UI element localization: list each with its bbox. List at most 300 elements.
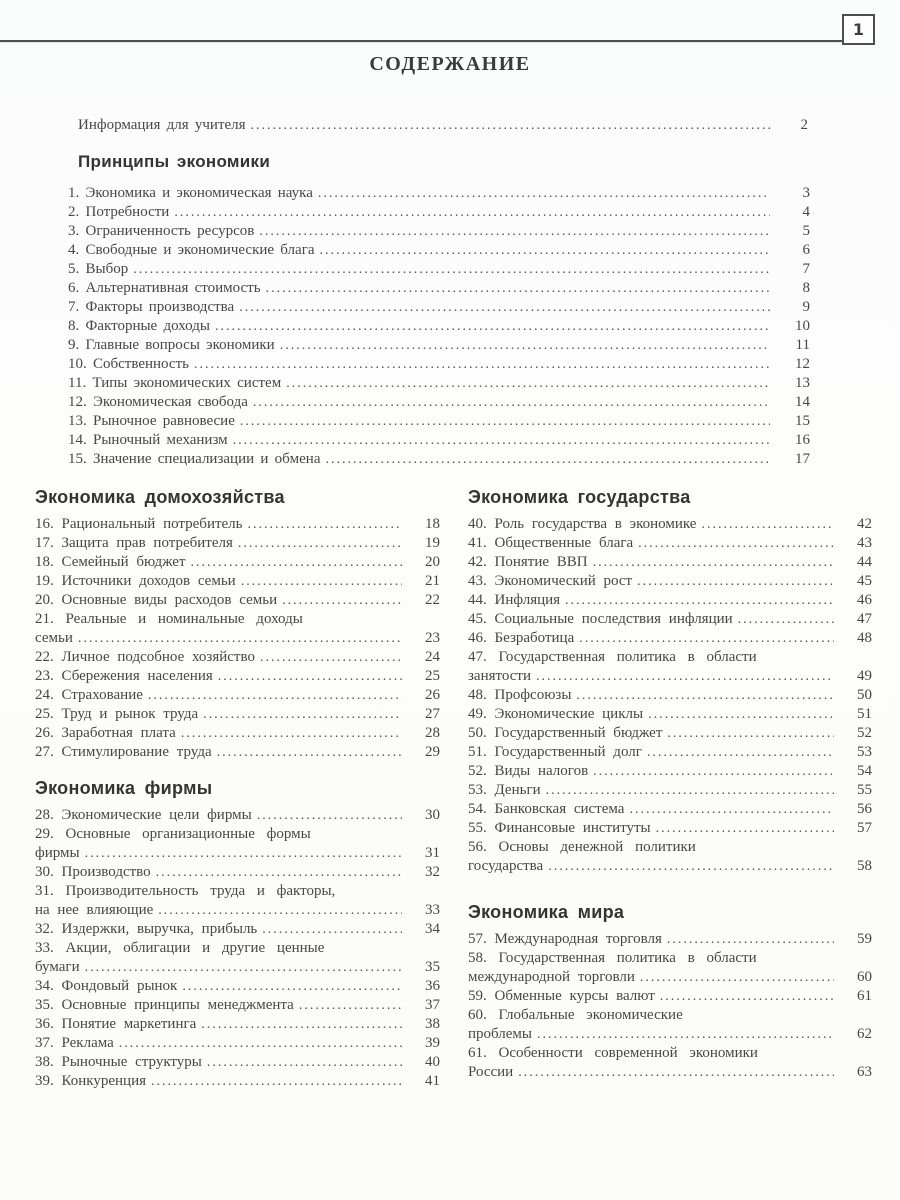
toc-entry	[68, 222, 810, 241]
dot-leader	[299, 996, 402, 1015]
toc-entry	[68, 279, 810, 298]
dot-leader	[181, 724, 402, 743]
entry-text-wrap	[468, 762, 588, 781]
entry-title: Типы экономических систем	[92, 375, 282, 391]
right-column	[468, 487, 872, 1091]
entry-text-wrap	[468, 724, 662, 743]
page-number: 1	[852, 20, 865, 39]
entry-number: 32.	[35, 921, 54, 937]
entry-number: 11.	[68, 375, 87, 391]
dot-leader	[257, 806, 402, 825]
entry-text-wrap	[35, 667, 213, 686]
entry-title: Экономические цели фирмы	[61, 807, 252, 823]
dot-leader	[156, 863, 402, 882]
entry-title: Защита прав потребителя	[61, 535, 233, 551]
entry-page-number: 46	[857, 592, 872, 608]
entry-title: Экономический рост	[494, 573, 633, 589]
entry-continuation: проблемы	[468, 1026, 532, 1042]
entry-number: 9.	[68, 337, 80, 353]
dot-leader	[151, 1072, 402, 1091]
entry-number: 27.	[35, 744, 54, 760]
entry-page-number: 23	[425, 630, 440, 646]
toc-entry	[468, 629, 872, 648]
entry-page-number: 11	[795, 337, 810, 353]
toc-section	[35, 778, 440, 1091]
entry-title: Рыночное равновесие	[93, 413, 235, 429]
dot-leader	[325, 450, 770, 469]
entry-page-number: 8	[802, 280, 810, 296]
entry-number: 23.	[35, 668, 54, 684]
entry-title: Личное подсобное хозяйство	[61, 649, 255, 665]
toc-entry	[468, 781, 872, 800]
toc-entry	[468, 1006, 872, 1044]
entry-number: 52.	[468, 763, 487, 779]
toc-section	[468, 902, 872, 1082]
entry-title: Рыночные структуры	[61, 1054, 202, 1070]
dot-leader	[260, 648, 402, 667]
entry-page-number: 45	[857, 573, 872, 589]
entry-text-wrap	[468, 781, 541, 800]
dot-leader	[537, 1025, 834, 1044]
entry-number: 5.	[68, 261, 80, 277]
entry-continuation: бумаги	[35, 959, 80, 975]
entry-line2	[35, 901, 440, 920]
entry-title: Собственность	[93, 356, 189, 372]
entry-page-number: 44	[857, 554, 872, 570]
dot-leader	[182, 977, 402, 996]
toc-entry	[68, 374, 810, 393]
toc-entry	[468, 534, 872, 553]
entry-number: 26.	[35, 725, 54, 741]
entry-text-wrap	[35, 648, 255, 667]
entry-number: 42.	[468, 554, 487, 570]
dot-leader	[248, 515, 402, 534]
entry-title: Государственный долг	[494, 744, 642, 760]
entry-text-wrap	[468, 610, 733, 629]
entry-page-number: 36	[425, 978, 440, 994]
entry-page-number: 13	[795, 375, 810, 391]
toc-entry	[35, 667, 440, 686]
entry-continuation-wrap	[35, 629, 73, 648]
entry-number: 43.	[468, 573, 487, 589]
entry-title: Факторы производства	[85, 299, 235, 315]
entry-title: Источники доходов семьи	[61, 573, 236, 589]
dot-leader	[667, 724, 834, 743]
entry-number: 25.	[35, 706, 54, 722]
entry-title: Основные принципы менеджмента	[61, 997, 294, 1013]
entry-title: Особенности современной экономики	[498, 1045, 758, 1061]
toc-entry	[468, 1044, 872, 1082]
entry-line2	[35, 844, 440, 863]
dot-leader	[259, 222, 770, 241]
entry-title: Государственная политика в области	[498, 649, 757, 665]
toc-entry	[468, 591, 872, 610]
entry-continuation-wrap	[468, 1025, 532, 1044]
dot-leader	[548, 857, 834, 876]
toc-entry	[468, 838, 872, 876]
entry-page-number: 62	[857, 1026, 872, 1042]
toc-entry	[468, 819, 872, 838]
entry-title: Ограниченность ресурсов	[85, 223, 255, 239]
entry-page-number: 24	[425, 649, 440, 665]
entry-title: Государственная политика в области	[498, 950, 757, 966]
entry-text-wrap	[68, 298, 234, 317]
entry-page-number: 33	[425, 902, 440, 918]
entry-text-wrap	[68, 203, 169, 222]
entry-text-wrap	[35, 863, 151, 882]
entry-text-wrap	[35, 572, 236, 591]
toc-entry	[468, 987, 872, 1006]
entry-text-wrap	[68, 222, 254, 241]
entry-title: Семейный бюджет	[61, 554, 186, 570]
entry-text-wrap	[68, 431, 228, 450]
entry-number: 47.	[468, 649, 487, 665]
entry-number: 30.	[35, 864, 54, 880]
entry-title: Рыночный механизм	[93, 432, 228, 448]
dot-leader	[536, 667, 834, 686]
dot-leader	[158, 901, 402, 920]
toc-entry	[35, 534, 440, 553]
dot-leader	[280, 336, 770, 355]
entry-line1	[468, 949, 872, 968]
entry-text-wrap	[468, 591, 560, 610]
dot-leader	[217, 743, 402, 762]
entry-page-number: 61	[857, 988, 872, 1004]
toc-entry	[35, 920, 440, 939]
toc-entry	[35, 1053, 440, 1072]
entry-title: Сбережения населения	[61, 668, 213, 684]
entry-number: 16.	[35, 516, 54, 532]
entry-page-number: 7	[802, 261, 810, 277]
entry-number: 20.	[35, 592, 54, 608]
dot-leader	[667, 930, 834, 949]
entry-title: Труд и рынок труда	[61, 706, 199, 722]
entry-page-number: 12	[795, 356, 810, 372]
entry-number: 21.	[35, 611, 54, 627]
entry-number: 34.	[35, 978, 54, 994]
entry-text-wrap	[468, 800, 624, 819]
entry-text-wrap	[35, 1034, 114, 1053]
entry-continuation-wrap	[468, 857, 543, 876]
entry-continuation: занятости	[468, 668, 531, 684]
entry-title: Профсоюзы	[494, 687, 572, 703]
entry-text-wrap	[468, 534, 633, 553]
entry-line2	[468, 667, 872, 686]
dot-leader	[660, 987, 834, 1006]
dot-leader	[647, 743, 834, 762]
toc-entry	[468, 686, 872, 705]
dot-leader	[238, 534, 402, 553]
entry-title: Информация для учителя	[78, 117, 246, 133]
entry-text-wrap	[35, 1072, 146, 1091]
entry-text-wrap	[35, 920, 257, 939]
dot-leader	[738, 610, 834, 629]
entry-number: 45.	[468, 611, 487, 627]
dot-leader	[119, 1034, 402, 1053]
toc-entry	[68, 203, 810, 222]
entry-continuation: фирмы	[35, 845, 80, 861]
entry-number: 15.	[68, 451, 87, 467]
entry-title: Потребности	[85, 204, 170, 220]
entry-line1	[35, 825, 440, 844]
toc-entry	[68, 393, 810, 412]
entry-number: 37.	[35, 1035, 54, 1051]
entry-number: 50.	[468, 725, 487, 741]
entry-number: 33.	[35, 940, 54, 956]
entry-number: 56.	[468, 839, 487, 855]
dot-leader	[240, 412, 770, 431]
dot-leader	[148, 686, 402, 705]
entry-text-wrap	[35, 705, 198, 724]
entry-number: 17.	[35, 535, 54, 551]
toc-entry	[68, 241, 810, 260]
entry-line2	[35, 958, 440, 977]
top-section-area	[68, 152, 810, 469]
entry-title: Обменные курсы валют	[494, 988, 655, 1004]
toc-entry	[35, 882, 440, 920]
entry-line2	[468, 1063, 872, 1082]
entry-page-number: 57	[857, 820, 872, 836]
entry-page-number: 29	[425, 744, 440, 760]
entry-title: Выбор	[85, 261, 129, 277]
entry-text-wrap	[35, 1053, 202, 1072]
entry-continuation-wrap	[468, 968, 635, 987]
entry-title: Основные организационные формы	[65, 826, 311, 842]
entry-number: 7.	[68, 299, 80, 315]
entry-page-number: 48	[857, 630, 872, 646]
entry-page-number: 9	[802, 299, 810, 315]
toc-entry	[468, 949, 872, 987]
entry-continuation-wrap	[35, 901, 153, 920]
entry-text-wrap	[468, 705, 643, 724]
entry-text-wrap	[468, 987, 655, 1006]
entry-page-number: 43	[857, 535, 872, 551]
entry-page-number: 54	[857, 763, 872, 779]
entry-text-wrap	[68, 260, 128, 279]
entry-text-wrap	[468, 930, 662, 949]
toc-entry	[468, 572, 872, 591]
entry-line2	[35, 629, 440, 648]
toc-entry	[35, 553, 440, 572]
dot-leader	[648, 705, 834, 724]
entry-title: Издержки, выручка, прибыль	[61, 921, 258, 937]
dot-leader	[629, 800, 834, 819]
entry-title: Банковская система	[494, 801, 625, 817]
entry-number: 53.	[468, 782, 487, 798]
entry-number: 51.	[468, 744, 487, 760]
entry-page-number: 47	[857, 611, 872, 627]
dot-leader	[253, 393, 770, 412]
toc-entry	[68, 184, 810, 203]
section-heading: Экономика домохозяйства	[35, 487, 285, 507]
entry-number: 54.	[468, 801, 487, 817]
toc-entry	[35, 825, 440, 863]
entry-text-wrap	[35, 534, 233, 553]
entry-page-number: 59	[857, 931, 872, 947]
entry-title: Общественные блага	[494, 535, 634, 551]
entry-continuation-wrap	[468, 1063, 513, 1082]
entry-text-wrap	[68, 355, 189, 374]
entry-title: Виды налогов	[494, 763, 589, 779]
dot-leader	[286, 374, 770, 393]
entry-number: 60.	[468, 1007, 487, 1023]
entry-page-number: 55	[857, 782, 872, 798]
toc-entry	[35, 863, 440, 882]
entry-page-number: 22	[425, 592, 440, 608]
entry-title: Производительность труда и факторы,	[65, 883, 336, 899]
entry-number: 39.	[35, 1073, 54, 1089]
header-rule	[0, 40, 844, 42]
entry-page-number: 56	[857, 801, 872, 817]
entry-title: Инфляция	[494, 592, 561, 608]
entry-line2	[468, 968, 872, 987]
entry-title: Основы денежной политики	[498, 839, 696, 855]
entry-number: 55.	[468, 820, 487, 836]
dot-leader	[174, 203, 770, 222]
entry-number: 12.	[68, 394, 87, 410]
entry-number: 58.	[468, 950, 487, 966]
toc-entry	[468, 743, 872, 762]
toc-entry	[468, 762, 872, 781]
toc-entry	[68, 317, 810, 336]
entry-page-number: 35	[425, 959, 440, 975]
entry-title: Фондовый рынок	[61, 978, 178, 994]
dot-leader	[194, 355, 770, 374]
two-column-area	[35, 487, 872, 1091]
entry-text-wrap	[468, 629, 574, 648]
dot-leader	[251, 116, 772, 135]
entry-page-number: 16	[795, 432, 810, 448]
entry-continuation: международной торговли	[468, 969, 635, 985]
entry-number: 19.	[35, 573, 54, 589]
entry-title: Страхование	[61, 687, 143, 703]
entry-page-number: 27	[425, 706, 440, 722]
entry-page-number: 50	[857, 687, 872, 703]
entry-line1	[468, 1044, 872, 1063]
entry-page-number: 60	[857, 969, 872, 985]
entry-title: Деньги	[494, 782, 541, 798]
entry-line1	[35, 939, 440, 958]
entry-title: Производство	[61, 864, 151, 880]
entry-page-number: 40	[425, 1054, 440, 1070]
entry-page-number: 31	[425, 845, 440, 861]
entry-title: Рациональный потребитель	[61, 516, 243, 532]
entry-title: Экономическая свобода	[93, 394, 248, 410]
toc-entry	[35, 705, 440, 724]
dot-leader	[593, 762, 834, 781]
toc-entry	[35, 939, 440, 977]
entry-title: Факторные доходы	[85, 318, 210, 334]
toc-entry	[468, 610, 872, 629]
entry-continuation: России	[468, 1064, 514, 1080]
entry-title: Главные вопросы экономики	[85, 337, 275, 353]
dot-leader	[233, 431, 770, 450]
entry-number: 36.	[35, 1016, 54, 1032]
entry-page-number: 58	[857, 858, 872, 874]
toc-section	[468, 487, 872, 876]
page-title: СОДЕРЖАНИЕ	[369, 53, 531, 75]
entry-number: 35.	[35, 997, 54, 1013]
toc-entry	[468, 724, 872, 743]
entry-number: 49.	[468, 706, 487, 722]
dot-leader	[565, 591, 834, 610]
entry-title: Безработица	[494, 630, 575, 646]
toc-entry	[468, 553, 872, 572]
entry-page-number: 18	[425, 516, 440, 532]
entry-continuation-wrap	[35, 844, 80, 863]
entry-number: 1.	[68, 185, 80, 201]
entry-text-wrap	[35, 553, 186, 572]
entry-number: 24.	[35, 687, 54, 703]
entry-title: Экономические циклы	[494, 706, 644, 722]
dot-leader	[320, 241, 771, 260]
entry-page-number: 14	[795, 394, 810, 410]
dot-leader	[78, 629, 402, 648]
entry-text-wrap	[68, 450, 320, 469]
entry-title: Конкуренция	[61, 1073, 146, 1089]
entry-number: 29.	[35, 826, 54, 842]
entry-page-number: 4	[802, 204, 810, 220]
toc-entry	[468, 705, 872, 724]
entry-text-wrap	[35, 977, 177, 996]
entry-text-wrap	[35, 515, 243, 534]
entry-page-number: 49	[857, 668, 872, 684]
entry-text-wrap	[35, 806, 252, 825]
entry-number: 44.	[468, 592, 487, 608]
entry-text-wrap	[68, 279, 261, 298]
toc-entry	[68, 431, 810, 450]
toc-entry	[68, 260, 810, 279]
entry-number: 22.	[35, 649, 54, 665]
entry-title: Альтернативная стоимость	[85, 280, 261, 296]
entry-title: Значение специализации и обмена	[93, 451, 321, 467]
entry-number: 3.	[68, 223, 80, 239]
entry-text-wrap	[468, 515, 696, 534]
entry-text-wrap	[68, 241, 315, 260]
entry-text-wrap	[35, 743, 212, 762]
entry-line1	[35, 882, 440, 901]
entry-title: Роль государства в экономике	[494, 516, 697, 532]
entry-page-number: 32	[425, 864, 440, 880]
dot-leader	[593, 553, 834, 572]
dot-leader	[701, 515, 834, 534]
entry-title: Государственный бюджет	[494, 725, 663, 741]
entry-page-number: 3	[802, 185, 810, 201]
entry-page-number: 52	[857, 725, 872, 741]
toc-entry	[68, 298, 810, 317]
entry-page-number: 5	[802, 223, 810, 239]
entry-page-number: 42	[857, 516, 872, 532]
entry-line2	[468, 857, 872, 876]
entry-title: Стимулирование труда	[61, 744, 212, 760]
entry-page-number: 20	[425, 554, 440, 570]
dot-leader	[638, 534, 834, 553]
dot-leader	[262, 920, 402, 939]
dot-leader	[239, 298, 770, 317]
dot-leader	[318, 184, 770, 203]
entry-page-number: 6	[802, 242, 810, 258]
intro-entry	[78, 116, 808, 135]
entry-continuation-wrap	[468, 667, 531, 686]
entry-continuation: на нее влияющие	[35, 902, 154, 918]
entry-page-number: 30	[425, 807, 440, 823]
entry-number: 14.	[68, 432, 87, 448]
entry-title: Международная торговля	[494, 931, 662, 947]
page-number-box	[842, 14, 875, 45]
entry-title: Глобальные экономические	[498, 1007, 683, 1023]
entry-text-wrap	[35, 996, 294, 1015]
toc-entry	[468, 648, 872, 686]
